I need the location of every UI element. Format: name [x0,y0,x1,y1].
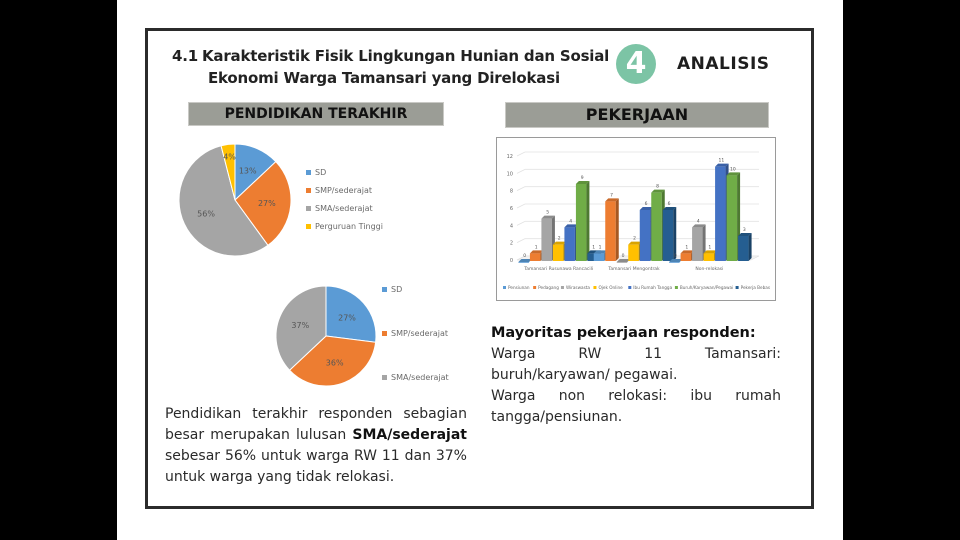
bar [605,201,616,261]
bar [704,253,715,261]
legend-swatch [382,287,387,292]
bar-value-label: 5 [546,210,550,216]
legend-label: Ojek Online [598,285,623,290]
legend-label: Buruh/Karyawan/Pegawai [679,285,734,290]
title-line-2: Ekonomi Warga Tamansari yang Direlokasi [208,69,560,87]
bar-value-label: 0 [523,254,527,259]
legend-swatch [382,331,387,336]
bar [564,227,575,261]
bar-value-label: 3 [742,228,746,233]
legend-swatch [503,286,506,289]
bar [681,253,692,261]
y-tick: 0 [509,258,513,264]
bar [651,193,662,261]
bar-value-label: 1 [598,245,602,251]
legend-swatch [533,286,536,289]
bar-value-label: 1 [685,245,689,251]
legend-swatch [736,286,739,289]
legend-item-smp: SMP/sederajat [382,327,449,371]
legend-swatch [306,224,311,229]
bar [617,262,628,263]
bar-value-label: 1 [534,245,538,251]
bar-value-label: 8 [656,184,659,190]
y-tick: 4 [509,223,513,230]
bar [541,219,552,261]
y-tick: 10 [506,171,513,178]
pie-label: 4% [223,152,236,162]
legend-swatch [382,375,387,380]
chapter-label: ANALISIS [677,54,770,74]
section-number: 4.1 [172,47,198,65]
occupation-summary-line-1: Warga RW 11 Tamansari: buruh/karyawan/ pegawai. [491,346,781,383]
legend-item-sma: SMA/sederajat [306,200,383,218]
occupation-bar-chart [496,137,776,301]
bar [727,175,738,261]
bar-value-label: 2 [557,236,561,242]
bar [553,245,564,261]
section-title [172,45,609,89]
bar [530,253,541,261]
education-description: Pendidikan terakhir responden sebagian besar merupakan lulusan SMA/sederajat sebesar 56% untuk warga RW 11 dan 37% untuk warga yang tidak relokasi. [165,406,467,485]
y-tick: 6 [509,206,513,212]
pie-label: 56% [197,209,215,219]
bar-value-label: 1 [708,245,712,251]
bar-value-label: 7 [610,193,613,199]
education-legend-2 [382,283,449,389]
bar-value-label: 4 [696,219,700,225]
legend-label: Pensiunan [508,285,530,290]
legend-swatch [306,206,311,211]
x-category-label: Non-relokasi [695,267,724,272]
x-category-label: Tamansari Mengontrak [608,267,660,272]
legend-item-pt: Perguruan Tinggi [306,218,383,236]
bar-value-label: 0 [621,254,625,259]
legend-swatch [675,286,678,289]
legend-item-sd: SD [382,283,449,327]
legend-swatch [593,286,596,289]
legend-swatch [306,170,311,175]
pie-label: 27% [338,313,356,323]
bar-value-label: 11 [718,158,725,164]
education-legend-1 [306,164,383,236]
bar-value-label: 9 [580,176,584,181]
bar [669,262,680,263]
bar [715,167,726,261]
y-tick: 12 [506,154,513,160]
bar-value-label: 4 [569,219,573,225]
occupation-heading: PEKERJAAN [505,102,769,128]
bar-value-label: 6 [667,202,671,207]
legend-item-sd: SD [306,164,383,182]
bar [738,236,749,261]
legend-item-smp: SMP/sederajat [306,182,383,200]
legend-item-sma: SMA/sederajat [382,371,449,389]
legend-swatch [628,286,631,289]
legend-swatch [306,188,311,193]
bar-value-label: 0 [673,254,677,259]
bar-value-label: 2 [633,236,636,242]
education-heading: PENDIDIKAN TERAKHIR [188,102,444,126]
title-line-1: Karakteristik Fisik Lingkungan Hunian dan Sosial [202,47,610,65]
bar [518,262,529,263]
x-category-label: Tamansari Rusunawa Rancacili [524,267,594,272]
education-pie-chart-non-relocated [270,280,382,392]
bar-value-label: 6 [644,202,648,207]
pie-label: 36% [325,358,344,368]
education-pie-chart-relocated [170,140,300,260]
bar [628,245,639,261]
legend-label: Pekerja Bebas [740,285,771,290]
occupation-summary [491,323,781,428]
bar [692,227,703,261]
bar [640,210,651,261]
pie-label: 37% [291,320,310,330]
legend-label: Ibu Rumah Tangga [633,285,673,290]
bar-value-label: 1 [592,245,596,251]
chapter-number-badge: 4 [616,44,656,84]
pie-label: 13% [238,166,257,176]
bar [663,210,674,261]
bar [576,184,587,261]
bar [594,253,605,261]
y-tick: 2 [509,240,513,247]
legend-label: Wiraswasta [565,285,591,290]
y-tick: 8 [509,188,513,195]
legend-label: Pedagang [538,285,559,290]
bar-value-label: 10 [729,167,736,173]
legend-swatch [561,286,564,289]
occupation-summary-line-2: Warga non relokasi: ibu rumah tangga/pensiunan. [491,388,781,425]
occupation-summary-title: Mayoritas pekerjaan responden: [491,325,756,341]
pie-label: 27% [257,199,276,209]
